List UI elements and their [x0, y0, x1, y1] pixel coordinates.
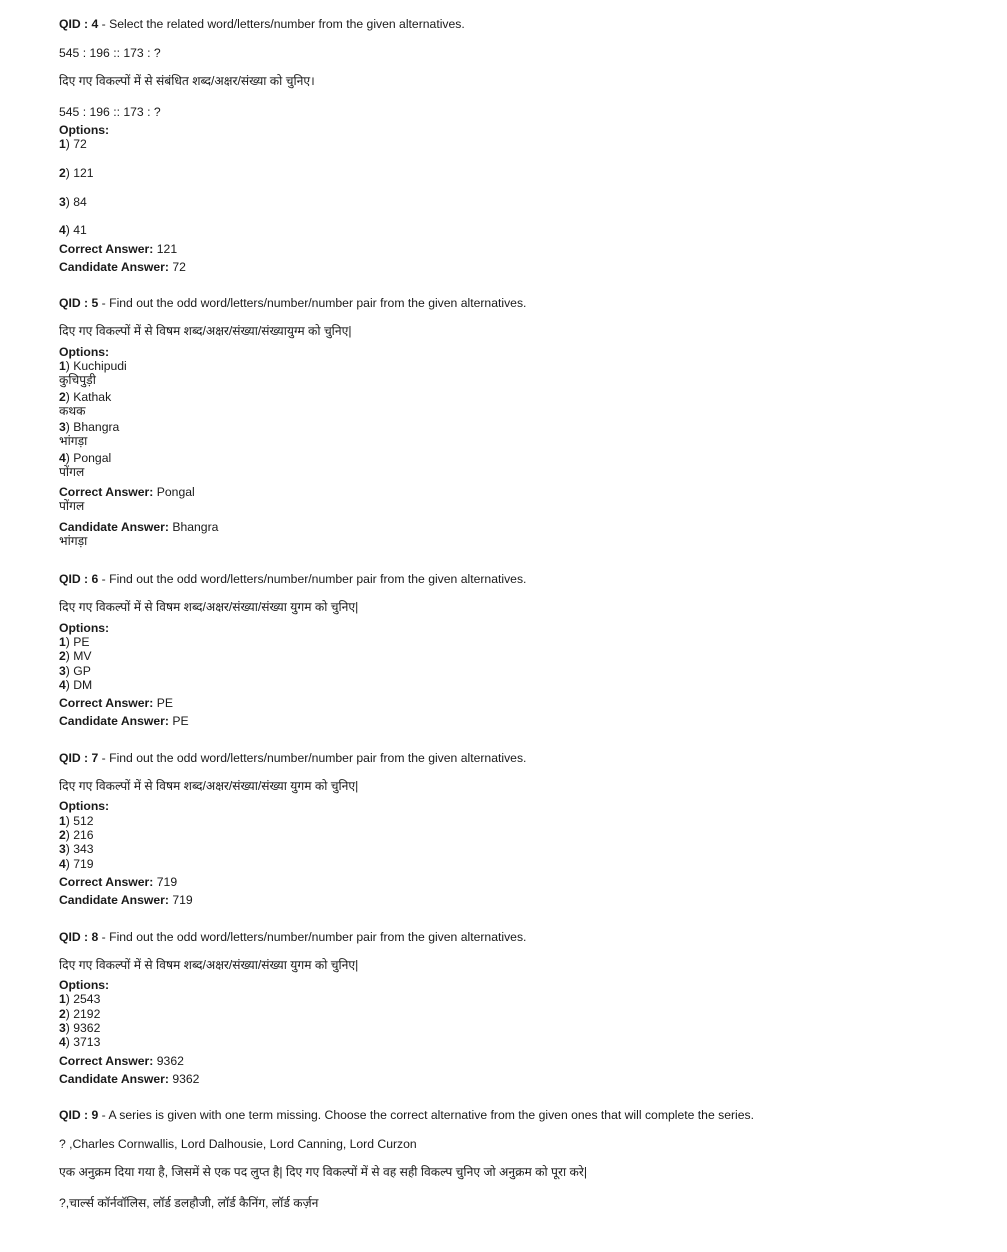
correct-answer: Correct Answer: 719 — [59, 875, 178, 889]
correct-answer: Correct Answer: 121 — [59, 242, 178, 256]
question-hindi: एक अनुक्रम दिया गया है, जिसमें से एक पद लुप्त है| दिए गए विकल्पों में से वह सही विकल्प चुनिए जो अनुक्रम को पूरा करे| — [59, 1165, 588, 1179]
correct-answer: Correct Answer: 9362 — [59, 1054, 184, 1068]
option-item: 2) MV — [59, 649, 92, 663]
option-item: 3) 343 — [59, 842, 94, 856]
option-item: 2) 216 — [59, 828, 94, 842]
option-item: 3) 9362 — [59, 1021, 101, 1035]
question-body: ? ,Charles Cornwallis, Lord Dalhousie, Lord Canning, Lord Curzon — [59, 1137, 417, 1151]
correct-answer: Correct Answer: PE — [59, 696, 174, 710]
options-label: Options: — [59, 978, 110, 992]
option-item: 1) 72 — [59, 137, 87, 151]
option-item-hindi: कथक — [59, 404, 86, 418]
option-item: 2) Kathak — [59, 390, 112, 404]
candidate-answer: Candidate Answer: 72 — [59, 260, 186, 274]
question-body-hindi: ?,चार्ल्स कॉर्नवॉलिस, लॉर्ड डलहौजी, लॉर्ड कैनिंग, लॉर्ड कर्ज़न — [59, 1196, 319, 1210]
options-label: Options: — [59, 345, 110, 359]
option-item-hindi: कुचिपुड़ी — [59, 373, 96, 387]
question-header: QID : 4 - Select the related word/letters/number from the given alternatives. — [59, 17, 465, 31]
question-body: 545 : 196 :: 173 : ? — [59, 46, 161, 60]
question-hindi: दिए गए विकल्पों में से विषम शब्द/अक्षर/संख्या/संख्या युगम को चुनिए| — [59, 958, 359, 972]
option-item-hindi: पोंगल — [59, 465, 85, 479]
option-item: 4) Pongal — [59, 451, 112, 465]
option-item: 2) 121 — [59, 166, 94, 180]
question-header: QID : 7 - Find out the odd word/letters/number/number pair from the given alternatives. — [59, 751, 527, 765]
candidate-answer: Candidate Answer: 9362 — [59, 1072, 200, 1086]
question-header: QID : 5 - Find out the odd word/letters/number/number pair from the given alternatives. — [59, 296, 527, 310]
option-item: 3) GP — [59, 664, 91, 678]
option-item: 1) PE — [59, 635, 90, 649]
option-item: 3) 84 — [59, 195, 87, 209]
question-hindi: दिए गए विकल्पों में से विषम शब्द/अक्षर/संख्या/संख्या युगम को चुनिए| — [59, 779, 359, 793]
candidate-answer-hindi: भांगड़ा — [59, 534, 88, 548]
options-label: Options: — [59, 123, 110, 137]
option-item-hindi: भांगड़ा — [59, 434, 88, 448]
option-item: 1) 512 — [59, 814, 94, 828]
option-item: 4) 3713 — [59, 1035, 101, 1049]
correct-answer: Correct Answer: Pongal — [59, 485, 195, 499]
options-label: Options: — [59, 799, 110, 813]
correct-answer-hindi: पोंगल — [59, 499, 85, 513]
option-item: 3) Bhangra — [59, 420, 120, 434]
question-hindi: दिए गए विकल्पों में से विषम शब्द/अक्षर/संख्या/संख्यायुग्म को चुनिए| — [59, 324, 352, 338]
candidate-answer: Candidate Answer: Bhangra — [59, 520, 219, 534]
option-item: 4) DM — [59, 678, 93, 692]
question-header: QID : 9 - A series is given with one term missing. Choose the correct alternative from the given ones that will complete the series. — [59, 1108, 755, 1122]
option-item: 4) 719 — [59, 857, 94, 871]
options-label: Options: — [59, 621, 110, 635]
option-item: 1) 2543 — [59, 992, 101, 1006]
question-header: QID : 8 - Find out the odd word/letters/number/number pair from the given alternatives. — [59, 930, 527, 944]
question-header: QID : 6 - Find out the odd word/letters/number/number pair from the given alternatives. — [59, 572, 527, 586]
option-item: 4) 41 — [59, 223, 87, 237]
candidate-answer: Candidate Answer: 719 — [59, 893, 193, 907]
question-hindi: दिए गए विकल्पों में से संबंधित शब्द/अक्षर/संख्या को चुनिए। — [59, 74, 315, 88]
candidate-answer: Candidate Answer: PE — [59, 714, 189, 728]
option-item: 1) Kuchipudi — [59, 359, 127, 373]
question-body-hindi: 545 : 196 :: 173 : ? — [59, 105, 161, 119]
question-hindi: दिए गए विकल्पों में से विषम शब्द/अक्षर/संख्या/संख्या युगम को चुनिए| — [59, 600, 359, 614]
option-item: 2) 2192 — [59, 1007, 101, 1021]
